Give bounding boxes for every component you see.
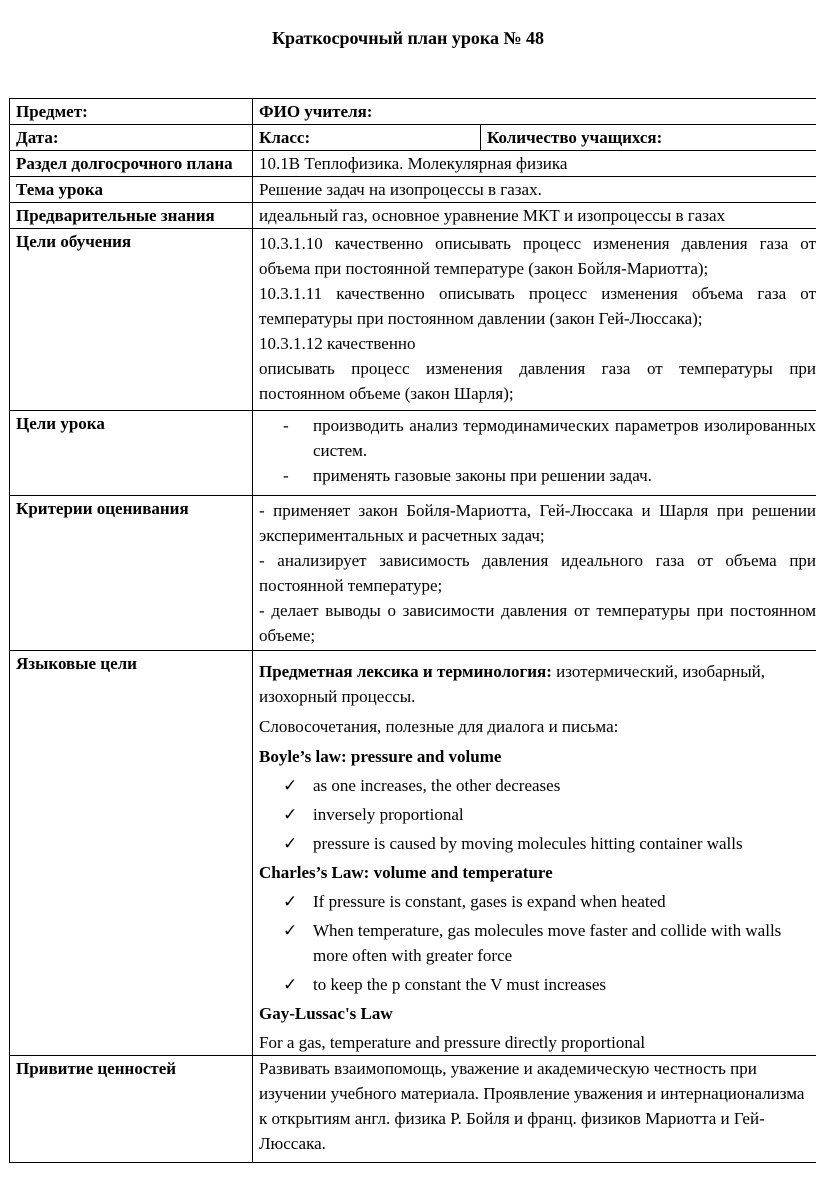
checkmark-icon: ✓ bbox=[283, 975, 298, 994]
objective-line: описывать процесс изменения давления газа от температуры при постоянном объеме (закон Шарля); bbox=[259, 359, 816, 403]
row-topic bbox=[10, 177, 816, 203]
row-prior bbox=[10, 203, 816, 229]
values-value: Развивать взаимопомощь, уважение и академическую честность при изучении учебного материала. Проявление уважения и интернационализма к открытиям англ. физика Р. Бойля и франц. физиков Мариотта и Гей-Люссака. bbox=[253, 1056, 816, 1163]
section-value: 10.1В Теплофизика. Молекулярная физика bbox=[253, 151, 816, 177]
vocab-line bbox=[259, 659, 816, 709]
charles-heading: Charles’s Law: volume and temperature bbox=[259, 863, 553, 882]
objective-line: 10.3.1.11 качественно описывать процесс изменения объема газа от температуры при постоянном давлении (закон Гей-Люссака); bbox=[259, 284, 816, 328]
list-item-text: inversely proportional bbox=[313, 805, 464, 824]
teacher-label: ФИО учителя: bbox=[253, 99, 816, 125]
criteria-cell bbox=[253, 496, 816, 651]
criteria-label: Критерии оценивания bbox=[10, 496, 253, 651]
row-objectives bbox=[10, 229, 816, 411]
prior-value: идеальный газ, основное уравнение МКТ и изопроцессы в газах bbox=[253, 203, 816, 229]
list-item-text: производить анализ термодинамических параметров изолированных систем. bbox=[313, 416, 816, 460]
language-cell bbox=[253, 651, 816, 1056]
list-item bbox=[259, 802, 816, 827]
prior-label: Предварительные знания bbox=[10, 203, 253, 229]
boyle-heading: Boyle’s law: pressure and volume bbox=[259, 747, 502, 766]
criteria-line: - анализирует зависимость давления идеального газа от объема при постоянной температуре; bbox=[259, 551, 816, 595]
lesson-goals-list bbox=[259, 413, 816, 488]
gay-lussac-heading: Gay-Lussac's Law bbox=[259, 1004, 393, 1023]
list-item bbox=[259, 972, 816, 997]
boyle-list bbox=[259, 773, 816, 856]
phrases-line: Словосочетания, полезные для диалога и письма: bbox=[259, 717, 619, 736]
checkmark-icon: ✓ bbox=[283, 776, 298, 795]
objective-line: 10.3.1.10 качественно описывать процесс изменения давления газа от объема при постоянной температуре (закон Бойля-Мариотта); bbox=[259, 234, 816, 278]
row-lesson-goals bbox=[10, 411, 816, 496]
row-subject bbox=[10, 99, 816, 125]
dash-marker: - bbox=[283, 466, 289, 485]
class-label: Класс: bbox=[253, 125, 481, 151]
checkmark-icon: ✓ bbox=[283, 921, 298, 940]
criteria-line: - делает выводы о зависимости давления от температуры при постоянном объеме; bbox=[259, 601, 816, 645]
objective-line: 10.3.1.12 качественно bbox=[259, 334, 416, 353]
list-item-text: to keep the p constant the V must increases bbox=[313, 975, 607, 994]
vocab-text: изотермический, изобарный, изохорный процессы. bbox=[259, 662, 766, 706]
gay-lussac-text: For a gas, temperature and pressure directly proportional bbox=[259, 1033, 646, 1052]
language-label: Языковые цели bbox=[10, 651, 253, 1056]
objectives-label: Цели обучения bbox=[10, 229, 253, 411]
page-title: Краткосрочный план урока № 48 bbox=[271, 28, 545, 48]
section-label: Раздел долгосрочного плана bbox=[10, 151, 253, 177]
topic-value: Решение задач на изопроцессы в газах. bbox=[253, 177, 816, 203]
row-section bbox=[10, 151, 816, 177]
list-item-text: pressure is caused by moving molecules hitting container walls bbox=[313, 834, 743, 853]
list-item bbox=[259, 463, 816, 488]
list-item-text: as one increases, the other decreases bbox=[313, 776, 561, 795]
date-label: Дата: bbox=[10, 125, 253, 151]
checkmark-icon: ✓ bbox=[283, 834, 298, 853]
checkmark-icon: ✓ bbox=[283, 892, 298, 911]
lesson-goals-label: Цели урока bbox=[10, 411, 253, 496]
list-item bbox=[259, 889, 816, 914]
list-item-text: When temperature, gas molecules move faster and collide with walls more often with greater force bbox=[313, 921, 782, 965]
list-item bbox=[259, 773, 816, 798]
lesson-goals-cell bbox=[253, 411, 816, 496]
list-item-text: применять газовые законы при решении задач. bbox=[313, 466, 652, 485]
topic-label: Тема урока bbox=[10, 177, 253, 203]
criteria-line: - применяет закон Бойля-Мариотта, Гей-Люссака и Шарля при решении экспериментальных и расчетных задач; bbox=[259, 501, 816, 545]
row-values bbox=[10, 1056, 816, 1163]
students-label: Количество учащихся: bbox=[481, 125, 816, 151]
list-item bbox=[259, 413, 816, 463]
row-criteria bbox=[10, 496, 816, 651]
values-label: Привитие ценностей bbox=[10, 1056, 253, 1163]
list-item bbox=[259, 831, 816, 856]
vocab-heading: Предметная лексика и терминология: bbox=[259, 662, 552, 681]
subject-label: Предмет: bbox=[10, 99, 253, 125]
checkmark-icon: ✓ bbox=[283, 805, 298, 824]
lesson-plan-table bbox=[9, 98, 816, 1163]
charles-list bbox=[259, 889, 816, 997]
objectives-cell bbox=[253, 229, 816, 411]
row-language bbox=[10, 651, 816, 1056]
list-item-text: If pressure is constant, gases is expand when heated bbox=[313, 892, 666, 911]
row-date bbox=[10, 125, 816, 151]
dash-marker: - bbox=[283, 416, 289, 435]
list-item bbox=[259, 918, 816, 968]
